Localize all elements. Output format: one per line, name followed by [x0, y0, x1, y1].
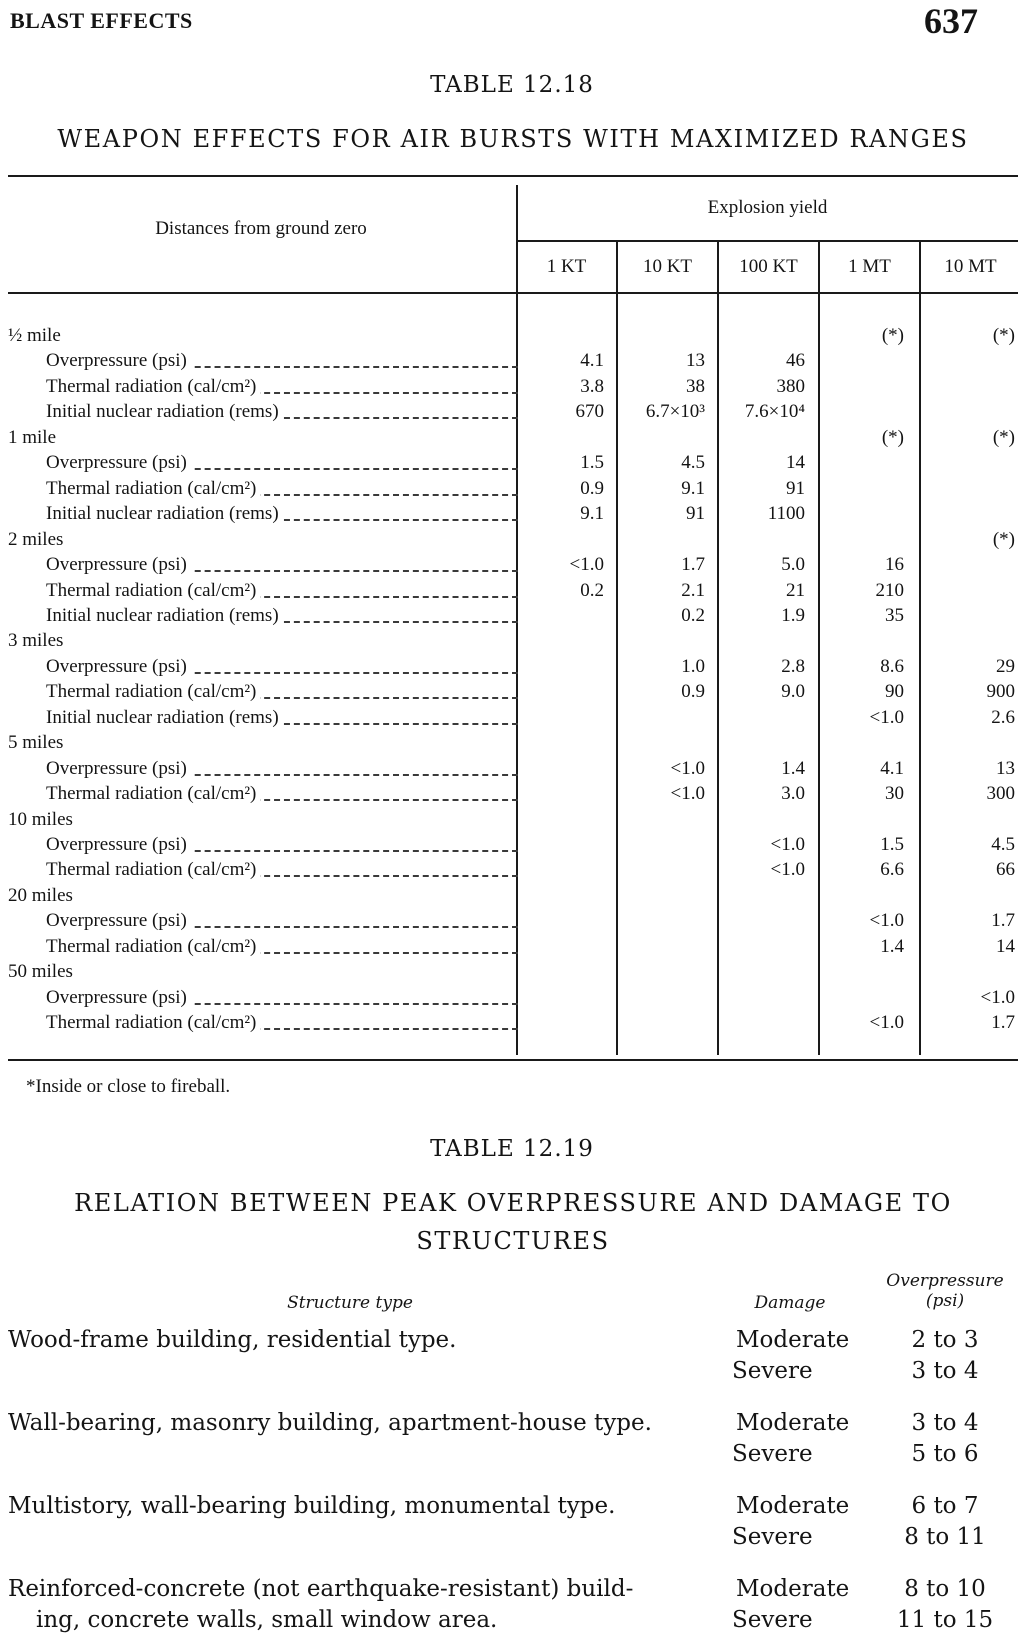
distance-row [8, 425, 1020, 450]
structure-type-text: Multistory, wall-bearing building, monumental type. [8, 1493, 616, 1519]
row-label-text: Initial nuclear radiation (rems) [46, 605, 283, 626]
table-top-rule [8, 175, 1018, 177]
row-label-text: Overpressure (psi) [46, 350, 191, 371]
value-cell: 4.1 [580, 350, 604, 372]
value-cell: 4.1 [880, 757, 904, 779]
effect-row [8, 985, 1020, 1010]
effect-label [46, 450, 518, 475]
value-cell: 0.2 [580, 579, 604, 601]
overpressure-range: 3 to 4 [911, 1358, 979, 1384]
overpressure-range: 6 to 7 [911, 1493, 979, 1519]
row-label-text: Thermal radiation (cal/cm²) [46, 478, 260, 499]
damage-header: Damage [754, 1293, 826, 1313]
effect-label [46, 1010, 518, 1035]
table-1219-title-line: STRUCTURES [416, 1227, 610, 1255]
value-cell: 1.5 [580, 452, 604, 474]
group-header-rule [517, 240, 1018, 242]
row-label-text: Overpressure (psi) [46, 452, 191, 473]
value-cell: 13 [996, 757, 1015, 779]
row-label-text: Initial nuclear radiation (rems) [46, 707, 283, 728]
damage-level: Severe [732, 1607, 813, 1633]
value-cell: (*) [881, 426, 904, 448]
value-cell: 4.5 [991, 834, 1015, 855]
distance-row [8, 730, 1020, 755]
distance-label [8, 425, 488, 450]
row-label-text: 50 miles [8, 961, 77, 982]
distance-label [8, 959, 488, 984]
effect-label [46, 578, 518, 603]
effect-row [8, 603, 1020, 628]
damage-level: Moderate [736, 1410, 850, 1436]
distance-label [8, 628, 488, 653]
value-cell: (*) [992, 426, 1015, 448]
effect-label [46, 756, 518, 781]
table-1219-title [8, 1184, 1018, 1260]
value-cell: 4.5 [681, 452, 705, 474]
effect-label [46, 552, 518, 577]
column-header: 1 MT [848, 256, 891, 277]
distance-row [8, 323, 1020, 348]
effect-label [46, 603, 518, 628]
overpressure-range: 11 to 15 [896, 1607, 994, 1633]
stub-header: Distances from ground zero [155, 218, 367, 239]
effect-row [8, 399, 1020, 424]
effect-row [8, 552, 1020, 577]
overpressure-header-line: Overpressure [886, 1271, 1004, 1291]
value-cell: <1.0 [670, 783, 705, 805]
value-cell: <1.0 [569, 554, 604, 576]
structure-type-text: ing, concrete walls, small window area. [36, 1607, 498, 1633]
row-label-text: Overpressure (psi) [46, 987, 191, 1008]
value-cell: <1.0 [980, 986, 1015, 1008]
value-cell: <1.0 [869, 910, 904, 932]
page-number: 637 [924, 1, 978, 41]
distance-row [8, 883, 1020, 908]
value-cell: 8.6 [880, 655, 904, 677]
value-cell: 1.7 [681, 554, 705, 576]
distance-row [8, 628, 1020, 653]
value-cell: 66 [996, 859, 1015, 881]
effect-label [46, 781, 518, 806]
overpressure-range: 8 to 11 [904, 1524, 986, 1550]
value-cell: 91 [686, 503, 705, 525]
value-cell: 9.1 [681, 477, 705, 499]
row-label-text: Thermal radiation (cal/cm²) [46, 1012, 260, 1033]
group-header: Explosion yield [707, 197, 828, 218]
value-cell: 46 [786, 350, 805, 372]
structure-type-text: Wall-bearing, masonry building, apartment-house type. [8, 1410, 652, 1436]
column-header: 100 KT [739, 256, 798, 277]
effect-label [46, 348, 518, 373]
distance-label [8, 323, 488, 348]
value-cell: 16 [885, 554, 904, 576]
row-label-text: 5 miles [8, 732, 67, 753]
table-bottom-rule [8, 1059, 1018, 1061]
value-cell: 0.2 [681, 604, 705, 626]
effect-row [8, 832, 1020, 857]
row-label-text: 1 mile [8, 427, 60, 448]
value-cell: (*) [992, 325, 1015, 346]
value-cell: 5.0 [781, 554, 805, 576]
value-cell: 1100 [767, 503, 805, 525]
value-cell: 7.6×10⁴ [744, 401, 805, 423]
value-cell: 30 [885, 783, 904, 805]
row-label-text: Overpressure (psi) [46, 656, 191, 677]
row-label-text: 3 miles [8, 630, 67, 651]
effect-row [8, 679, 1020, 704]
value-cell: 2.6 [991, 706, 1015, 728]
row-label-text: Thermal radiation (cal/cm²) [46, 580, 260, 601]
value-cell: 3.0 [781, 783, 805, 805]
effect-row [8, 705, 1020, 730]
distance-row [8, 959, 1020, 984]
row-label-text: Overpressure (psi) [46, 554, 191, 575]
value-cell: 91 [786, 477, 805, 499]
value-cell: 1.9 [781, 604, 805, 626]
row-label-text: Thermal radiation (cal/cm²) [46, 783, 260, 804]
distance-label [8, 730, 488, 755]
damage-level: Severe [732, 1524, 813, 1550]
value-cell: 14 [996, 935, 1015, 957]
overpressure-range: 5 to 6 [911, 1441, 979, 1467]
value-cell: 3.8 [580, 375, 604, 397]
value-cell: 6.6 [880, 859, 904, 881]
effect-label [46, 705, 518, 730]
value-cell: 90 [885, 681, 904, 703]
value-cell: 14 [786, 452, 805, 474]
damage-level: Severe [732, 1441, 813, 1467]
effect-row [8, 654, 1020, 679]
value-cell: 9.0 [781, 681, 805, 703]
value-cell: 1.7 [991, 910, 1015, 932]
effect-label [46, 501, 518, 526]
effect-label [46, 654, 518, 679]
structure-type-text: Reinforced-concrete (not earthquake-resistant) build- [8, 1576, 634, 1602]
value-cell: <1.0 [869, 706, 904, 728]
effect-row [8, 476, 1020, 501]
damage-level: Moderate [736, 1493, 850, 1519]
value-cell: 21 [786, 579, 805, 601]
value-cell: (*) [881, 325, 904, 346]
value-cell: 1.4 [880, 935, 904, 957]
overpressure-range: 3 to 4 [911, 1410, 979, 1436]
effect-row [8, 348, 1020, 373]
row-label-text: 10 miles [8, 809, 77, 830]
value-cell: 2.8 [781, 655, 805, 677]
value-cell: 35 [885, 604, 904, 626]
value-cell: 210 [875, 579, 904, 601]
header-bottom-rule [8, 292, 1018, 294]
column-header: 10 KT [642, 256, 693, 277]
distance-row [8, 527, 1020, 552]
effect-label [46, 908, 518, 933]
damage-level: Moderate [736, 1327, 850, 1353]
table-footnote: *Inside or close to fireball. [26, 1076, 231, 1097]
row-label-text: ½ mile [8, 325, 65, 346]
value-cell: <1.0 [770, 834, 805, 855]
effect-row [8, 781, 1020, 806]
effect-label [46, 934, 518, 959]
value-cell: 13 [686, 350, 705, 372]
structure-type-header: Structure type [287, 1293, 413, 1313]
row-label-text: Overpressure (psi) [46, 834, 191, 855]
effect-row [8, 934, 1020, 959]
row-label-text: Initial nuclear radiation (rems) [46, 503, 283, 524]
effect-row [8, 756, 1020, 781]
overpressure-range: 2 to 3 [911, 1327, 979, 1353]
row-label-text: 2 miles [8, 529, 67, 550]
value-cell: <1.0 [869, 1012, 904, 1034]
effect-row [8, 908, 1020, 933]
value-cell: (*) [992, 528, 1015, 550]
effect-label [46, 476, 518, 501]
value-cell: 300 [986, 783, 1015, 805]
structure-type-text: Wood-frame building, residential type. [8, 1327, 457, 1353]
damage-level: Severe [732, 1358, 813, 1384]
table-1219-label: TABLE 12.19 [430, 1136, 594, 1162]
value-cell: 29 [996, 655, 1015, 677]
value-cell: 670 [575, 401, 604, 423]
value-cell: 2.1 [681, 579, 705, 601]
overpressure-header-line: (psi) [925, 1291, 965, 1311]
table-1219-title-line: RELATION BETWEEN PEAK OVERPRESSURE AND DAMAGE TO [74, 1189, 952, 1217]
value-cell: 1.7 [991, 1012, 1015, 1034]
value-cell: <1.0 [770, 859, 805, 881]
row-label-text: Initial nuclear radiation (rems) [46, 401, 283, 422]
effect-row [8, 501, 1020, 526]
value-cell: 38 [686, 375, 705, 397]
effect-row [8, 374, 1020, 399]
value-cell: 0.9 [681, 681, 705, 703]
row-label-text: 20 miles [8, 885, 77, 906]
distance-label [8, 527, 488, 552]
distance-label [8, 807, 488, 832]
effect-row [8, 857, 1020, 882]
value-cell: 1.5 [880, 834, 904, 855]
effect-row [8, 578, 1020, 603]
value-cell: 900 [986, 681, 1015, 703]
effect-label [46, 985, 518, 1010]
table-1218-label: TABLE 12.18 [430, 72, 594, 98]
effect-label [46, 374, 518, 399]
value-cell: <1.0 [670, 757, 705, 779]
value-cell: 6.7×10³ [645, 401, 705, 423]
value-cell: 9.1 [580, 503, 604, 525]
effect-label [46, 832, 518, 857]
effect-label [46, 399, 518, 424]
column-header: 1 KT [546, 256, 587, 277]
effect-label [46, 857, 518, 882]
running-head: BLAST EFFECTS [10, 8, 193, 33]
row-label-text: Overpressure (psi) [46, 910, 191, 931]
effect-label [46, 679, 518, 704]
value-cell: 380 [776, 375, 805, 397]
row-label-text: Thermal radiation (cal/cm²) [46, 376, 260, 397]
effect-row [8, 1010, 1020, 1035]
damage-level: Moderate [736, 1576, 850, 1602]
value-cell: 0.9 [580, 477, 604, 499]
row-label-text: Thermal radiation (cal/cm²) [46, 936, 260, 957]
column-header: 10 MT [944, 256, 997, 277]
row-label-text: Thermal radiation (cal/cm²) [46, 859, 260, 880]
distance-label [8, 883, 488, 908]
row-label-text: Thermal radiation (cal/cm²) [46, 681, 260, 702]
overpressure-header [870, 1271, 1020, 1311]
effect-row [8, 450, 1020, 475]
value-cell: 1.0 [681, 655, 705, 677]
row-label-text: Overpressure (psi) [46, 758, 191, 779]
distance-row [8, 807, 1020, 832]
value-cell: 1.4 [781, 757, 805, 779]
overpressure-range: 8 to 10 [904, 1576, 986, 1602]
table-1218-title: WEAPON EFFECTS FOR AIR BURSTS WITH MAXIMIZED RANGES [57, 125, 969, 153]
